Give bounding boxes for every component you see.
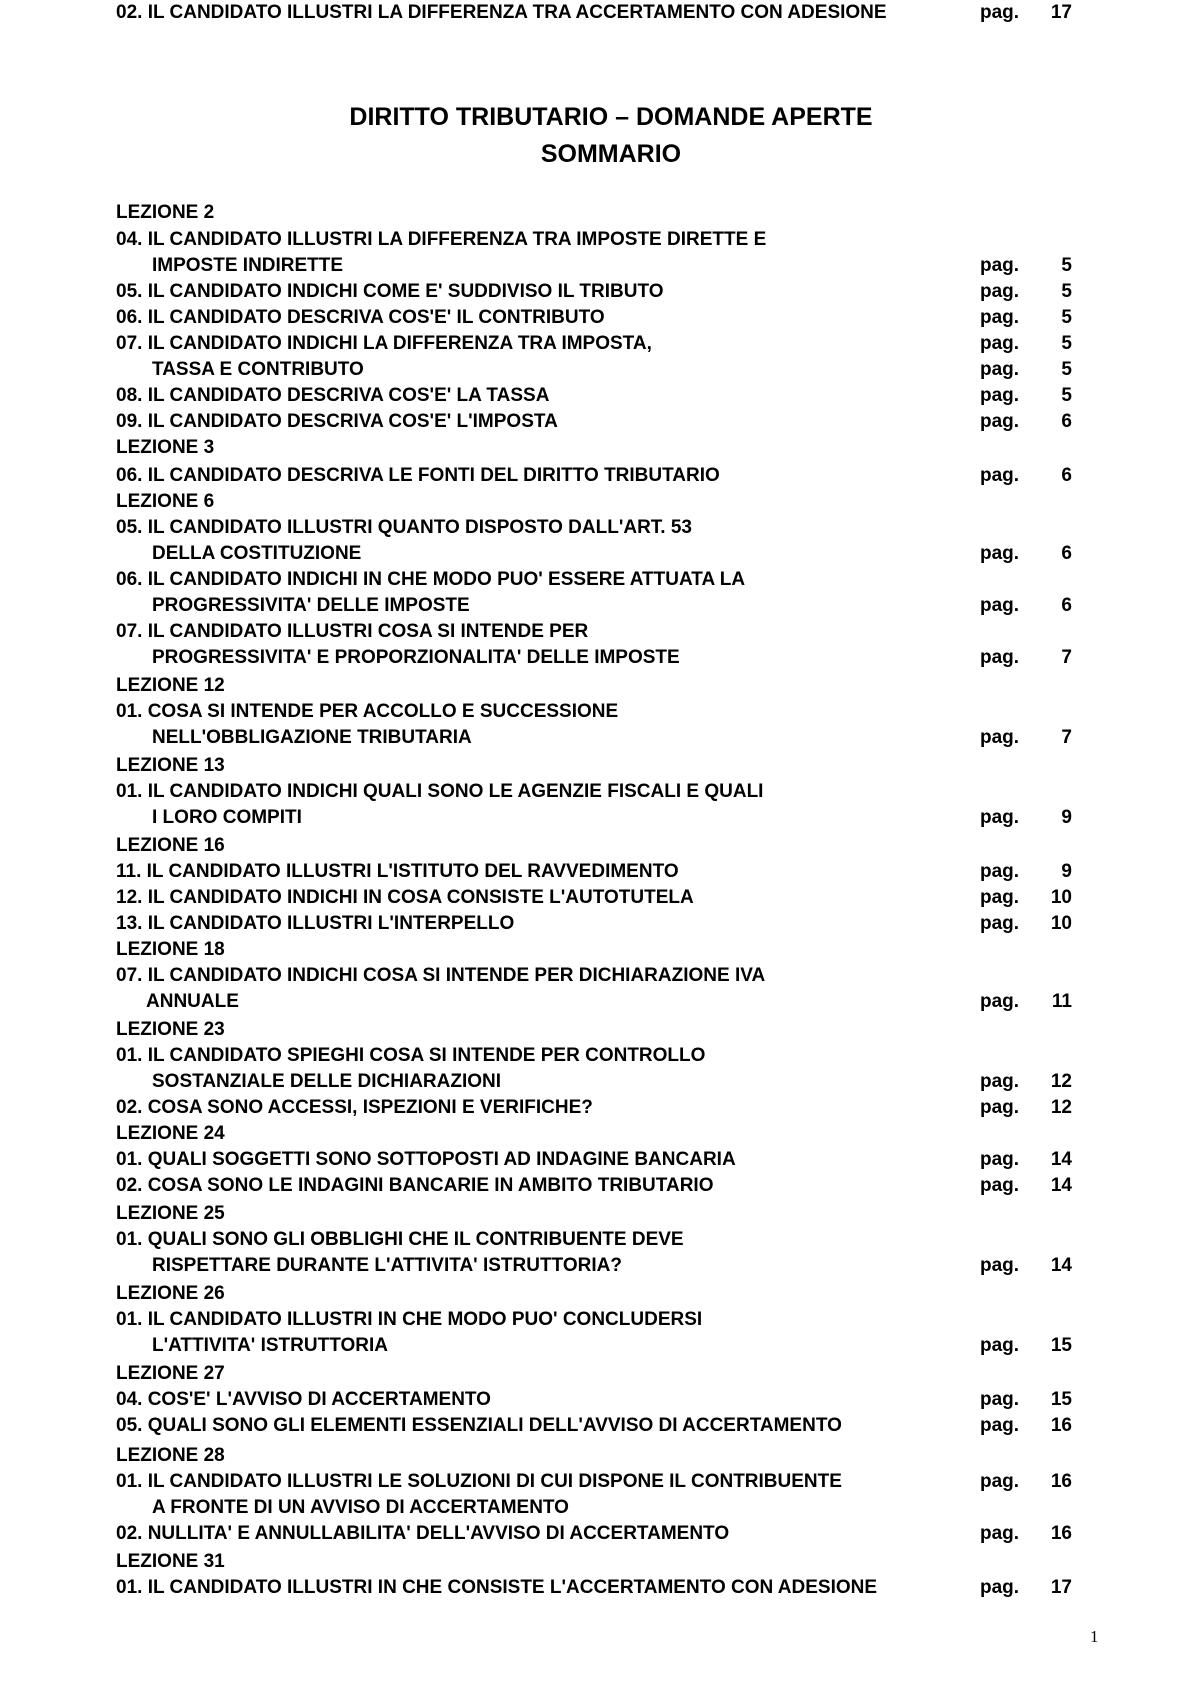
toc-entry bbox=[0, 1095, 1200, 1121]
page-ref-number: 6 bbox=[1061, 595, 1072, 616]
toc-entry bbox=[0, 1575, 1200, 1601]
page-label: pag. bbox=[980, 543, 1020, 564]
toc-entry-text: 07. IL CANDIDATO INDICHI COSA SI INTENDE PER DICHIARAZIONE IVA bbox=[116, 965, 766, 986]
page-ref-number: 17 bbox=[1050, 2, 1072, 23]
lesson-heading bbox=[0, 1361, 1200, 1387]
toc-entry bbox=[0, 699, 1200, 725]
toc-entry-text: 04. IL CANDIDATO ILLUSTRI LA DIFFERENZA TRA IMPOSTE DIRETTE E bbox=[116, 229, 767, 250]
lesson-heading bbox=[0, 1121, 1200, 1147]
toc-entry-text: DELLA COSTITUZIONE bbox=[152, 543, 362, 564]
toc-entry-text: IMPOSTE INDIRETTE bbox=[152, 255, 344, 276]
page-ref-number: 12 bbox=[1050, 1097, 1072, 1118]
toc-entry bbox=[0, 1387, 1200, 1413]
toc-entry bbox=[0, 1227, 1200, 1253]
page-ref-number: 14 bbox=[1050, 1175, 1072, 1196]
toc-entry bbox=[0, 859, 1200, 885]
lesson-heading bbox=[0, 435, 1200, 461]
toc-entry bbox=[0, 593, 1200, 619]
page-label: pag. bbox=[980, 887, 1020, 908]
document-title: DIRITTO TRIBUTARIO – DOMANDE APERTE bbox=[349, 103, 873, 131]
page-label: pag. bbox=[980, 359, 1020, 380]
page-label: pag. bbox=[980, 1255, 1020, 1276]
toc-entry-text: 02. NULLITA' E ANNULLABILITA' DELL'AVVISO DI ACCERTAMENTO bbox=[116, 1523, 730, 1544]
toc-entry-text: PROGRESSIVITA' E PROPORZIONALITA' DELLE IMPOSTE bbox=[152, 647, 680, 668]
toc-entry-text: 01. IL CANDIDATO SPIEGHI COSA SI INTENDE PER CONTROLLO bbox=[116, 1045, 706, 1066]
toc-entry bbox=[0, 515, 1200, 541]
toc-entry-text: 02. COSA SONO ACCESSI, ISPEZIONI E VERIFICHE? bbox=[116, 1097, 593, 1118]
toc-entry bbox=[0, 1307, 1200, 1333]
toc-entry bbox=[0, 1253, 1200, 1279]
lesson-heading bbox=[0, 1281, 1200, 1307]
page-ref-number: 5 bbox=[1061, 307, 1072, 328]
page-label: pag. bbox=[980, 465, 1020, 486]
toc-entry-text: 07. IL CANDIDATO ILLUSTRI COSA SI INTENDE PER bbox=[116, 621, 589, 642]
toc-entry-text: 01. IL CANDIDATO ILLUSTRI LE SOLUZIONI DI CUI DISPONE IL CONTRIBUENTE bbox=[116, 1471, 842, 1492]
page-ref-number: 6 bbox=[1061, 543, 1072, 564]
page-number: 1 bbox=[1090, 1627, 1099, 1646]
page-label: pag. bbox=[980, 1471, 1020, 1492]
toc-entry-text: 01. QUALI SONO GLI OBBLIGHI CHE IL CONTRIBUENTE DEVE bbox=[116, 1229, 684, 1250]
page-label: pag. bbox=[980, 727, 1020, 748]
toc-entry-text: 05. IL CANDIDATO ILLUSTRI QUANTO DISPOSTO DALL'ART. 53 bbox=[116, 517, 692, 538]
toc-entry-text: 05. QUALI SONO GLI ELEMENTI ESSENZIALI DELL'AVVISO DI ACCERTAMENTO bbox=[116, 1415, 842, 1436]
toc-entry-text: PROGRESSIVITA' DELLE IMPOSTE bbox=[152, 595, 470, 616]
page-label: pag. bbox=[980, 1389, 1020, 1410]
page-ref-number: 10 bbox=[1050, 887, 1072, 908]
toc-entry bbox=[0, 331, 1200, 357]
page-label: pag. bbox=[980, 1335, 1020, 1356]
page-label: pag. bbox=[980, 255, 1020, 276]
page-ref-number: 5 bbox=[1061, 333, 1072, 354]
lesson-label: LEZIONE 24 bbox=[116, 1123, 225, 1144]
toc-entry bbox=[0, 409, 1200, 435]
toc-entry bbox=[0, 911, 1200, 937]
page-ref-number: 12 bbox=[1050, 1071, 1072, 1092]
toc-entry-text: NELL'OBBLIGAZIONE TRIBUTARIA bbox=[152, 727, 472, 748]
page-ref-number: 11 bbox=[1051, 991, 1072, 1012]
lesson-label: LEZIONE 13 bbox=[116, 755, 225, 776]
toc-entry bbox=[0, 253, 1200, 279]
toc-entry-text: 06. IL CANDIDATO DESCRIVA COS'E' IL CONTRIBUTO bbox=[116, 307, 605, 328]
lesson-label: LEZIONE 23 bbox=[116, 1019, 225, 1040]
page-label: pag. bbox=[980, 1415, 1020, 1436]
page-label: pag. bbox=[980, 595, 1020, 616]
lesson-heading bbox=[0, 1201, 1200, 1227]
toc-entry bbox=[0, 1043, 1200, 1069]
page-ref-number: 6 bbox=[1061, 411, 1072, 432]
toc-entry-text: 01. QUALI SOGGETTI SONO SOTTOPOSTI AD INDAGINE BANCARIA bbox=[116, 1149, 736, 1170]
toc-entry bbox=[0, 1147, 1200, 1173]
toc-entry bbox=[0, 383, 1200, 409]
page-ref-number: 15 bbox=[1050, 1389, 1072, 1410]
page-ref-number: 16 bbox=[1050, 1523, 1072, 1544]
page-ref-number: 14 bbox=[1050, 1149, 1072, 1170]
toc-entry bbox=[0, 1333, 1200, 1359]
page-label: pag. bbox=[980, 411, 1020, 432]
toc-entry bbox=[0, 1495, 1200, 1521]
toc-entry bbox=[0, 1469, 1200, 1495]
toc-entry-text: I LORO COMPITI bbox=[152, 807, 302, 828]
document-subtitle: SOMMARIO bbox=[540, 140, 682, 168]
lesson-label: LEZIONE 28 bbox=[116, 1445, 225, 1466]
page-ref-number: 14 bbox=[1050, 1255, 1072, 1276]
toc-entry-text: 09. IL CANDIDATO DESCRIVA COS'E' L'IMPOSTA bbox=[116, 411, 558, 432]
lesson-heading bbox=[0, 200, 1200, 226]
toc-entry-text: TASSA E CONTRIBUTO bbox=[152, 359, 364, 380]
toc-entry-text: RISPETTARE DURANTE L'ATTIVITA' ISTRUTTORIA? bbox=[152, 1255, 622, 1276]
page-label: pag. bbox=[980, 647, 1020, 668]
lesson-heading bbox=[0, 1443, 1200, 1469]
lesson-heading bbox=[0, 1017, 1200, 1043]
lesson-label: LEZIONE 31 bbox=[116, 1551, 225, 1572]
page-label: pag. bbox=[980, 1097, 1020, 1118]
page-ref-number: 9 bbox=[1061, 807, 1072, 828]
page-ref-number: 10 bbox=[1050, 913, 1072, 934]
toc-entry-text: 01. IL CANDIDATO ILLUSTRI IN CHE MODO PUO' CONCLUDERSI bbox=[116, 1309, 703, 1330]
page-label: pag. bbox=[980, 807, 1020, 828]
page-ref-number: 15 bbox=[1050, 1335, 1072, 1356]
toc-entry bbox=[0, 805, 1200, 831]
page-label: pag. bbox=[980, 1149, 1020, 1170]
lesson-heading bbox=[0, 937, 1200, 963]
toc-entry bbox=[0, 279, 1200, 305]
toc-entry-text: A FRONTE DI UN AVVISO DI ACCERTAMENTO bbox=[152, 1497, 569, 1518]
toc-entry bbox=[0, 567, 1200, 593]
toc-entry-text: SOSTANZIALE DELLE DICHIARAZIONI bbox=[152, 1071, 502, 1092]
toc-entry bbox=[0, 1521, 1200, 1547]
lesson-heading bbox=[0, 753, 1200, 779]
toc-entry bbox=[0, 619, 1200, 645]
toc-entry-text: 06. IL CANDIDATO INDICHI IN CHE MODO PUO' ESSERE ATTUATA LA bbox=[116, 569, 746, 590]
lesson-label: LEZIONE 12 bbox=[116, 675, 225, 696]
toc-entry bbox=[0, 885, 1200, 911]
toc-entry-text: 13. IL CANDIDATO ILLUSTRI L'INTERPELLO bbox=[116, 913, 515, 934]
page-label: pag. bbox=[980, 1175, 1020, 1196]
page-ref-number: 7 bbox=[1061, 727, 1072, 748]
page-ref-number: 5 bbox=[1061, 281, 1072, 302]
lesson-label: LEZIONE 26 bbox=[116, 1283, 225, 1304]
page-label: pag. bbox=[980, 913, 1020, 934]
page-label: pag. bbox=[980, 307, 1020, 328]
page-label: pag. bbox=[980, 2, 1020, 23]
toc-entry-text: 04. COS'E' L'AVVISO DI ACCERTAMENTO bbox=[116, 1389, 491, 1410]
toc-entry bbox=[0, 725, 1200, 751]
page-label: pag. bbox=[980, 1523, 1020, 1544]
toc-entry bbox=[0, 1069, 1200, 1095]
toc-entry-text: ANNUALE bbox=[146, 991, 239, 1012]
toc-entry bbox=[0, 1413, 1200, 1439]
toc-entry-text: L'ATTIVITA' ISTRUTTORIA bbox=[152, 1335, 388, 1356]
page-ref-number: 6 bbox=[1061, 465, 1072, 486]
toc-entry bbox=[0, 357, 1200, 383]
toc-entry bbox=[0, 541, 1200, 567]
page-ref-number: 16 bbox=[1050, 1471, 1072, 1492]
lesson-label: LEZIONE 27 bbox=[116, 1363, 225, 1384]
toc-entry-text: 02. COSA SONO LE INDAGINI BANCARIE IN AMBITO TRIBUTARIO bbox=[116, 1175, 714, 1196]
page-label: pag. bbox=[980, 1577, 1020, 1598]
lesson-label: LEZIONE 16 bbox=[116, 835, 225, 856]
page-ref-number: 17 bbox=[1050, 1577, 1072, 1598]
page-label: pag. bbox=[980, 333, 1020, 354]
page-label: pag. bbox=[980, 861, 1020, 882]
lesson-heading bbox=[0, 1549, 1200, 1575]
toc-entry-text: 08. IL CANDIDATO DESCRIVA COS'E' LA TASSA bbox=[116, 385, 550, 406]
lesson-label: LEZIONE 18 bbox=[116, 939, 225, 960]
toc-entry bbox=[0, 463, 1200, 489]
toc-entry-text: 07. IL CANDIDATO INDICHI LA DIFFERENZA TRA IMPOSTA, bbox=[116, 333, 652, 354]
toc-entry-text: 06. IL CANDIDATO DESCRIVA LE FONTI DEL DIRITTO TRIBUTARIO bbox=[116, 465, 720, 486]
toc-entry-text: 05. IL CANDIDATO INDICHI COME E' SUDDIVISO IL TRIBUTO bbox=[116, 281, 664, 302]
toc-entry-text: 01. COSA SI INTENDE PER ACCOLLO E SUCCESSIONE bbox=[116, 701, 619, 722]
page-label: pag. bbox=[980, 385, 1020, 406]
toc-entry bbox=[0, 305, 1200, 331]
page-ref-number: 16 bbox=[1050, 1415, 1072, 1436]
page-ref-number: 5 bbox=[1061, 255, 1072, 276]
lesson-heading bbox=[0, 833, 1200, 859]
page-ref-number: 5 bbox=[1061, 359, 1072, 380]
page-ref-number: 5 bbox=[1061, 385, 1072, 406]
lesson-label: LEZIONE 6 bbox=[116, 491, 215, 512]
lesson-heading bbox=[0, 489, 1200, 515]
toc-entry bbox=[0, 227, 1200, 253]
toc-entry bbox=[0, 0, 1200, 26]
lesson-label: LEZIONE 3 bbox=[116, 437, 215, 458]
toc-entry-text: 01. IL CANDIDATO ILLUSTRI IN CHE CONSISTE L'ACCERTAMENTO CON ADESIONE bbox=[116, 1577, 878, 1598]
page-label: pag. bbox=[980, 281, 1020, 302]
toc-entry bbox=[0, 779, 1200, 805]
lesson-label: LEZIONE 2 bbox=[116, 202, 215, 223]
page-label: pag. bbox=[980, 1071, 1020, 1092]
toc-entry bbox=[0, 963, 1200, 989]
page-label: pag. bbox=[980, 991, 1020, 1012]
page-ref-number: 7 bbox=[1061, 647, 1072, 668]
toc-entry bbox=[0, 1173, 1200, 1199]
toc-entry bbox=[0, 645, 1200, 671]
toc-entry-text: 02. IL CANDIDATO ILLUSTRI LA DIFFERENZA TRA ACCERTAMENTO CON ADESIONE bbox=[116, 2, 887, 23]
toc-entry-text: 01. IL CANDIDATO INDICHI QUALI SONO LE AGENZIE FISCALI E QUALI bbox=[116, 781, 764, 802]
toc-entry bbox=[0, 989, 1200, 1015]
page-ref-number: 9 bbox=[1061, 861, 1072, 882]
lesson-heading bbox=[0, 673, 1200, 699]
lesson-label: LEZIONE 25 bbox=[116, 1203, 225, 1224]
toc-entry-text: 12. IL CANDIDATO INDICHI IN COSA CONSISTE L'AUTOTUTELA bbox=[116, 887, 694, 908]
toc-entry-text: 11. IL CANDIDATO ILLUSTRI L'ISTITUTO DEL RAVVEDIMENTO bbox=[116, 861, 679, 882]
